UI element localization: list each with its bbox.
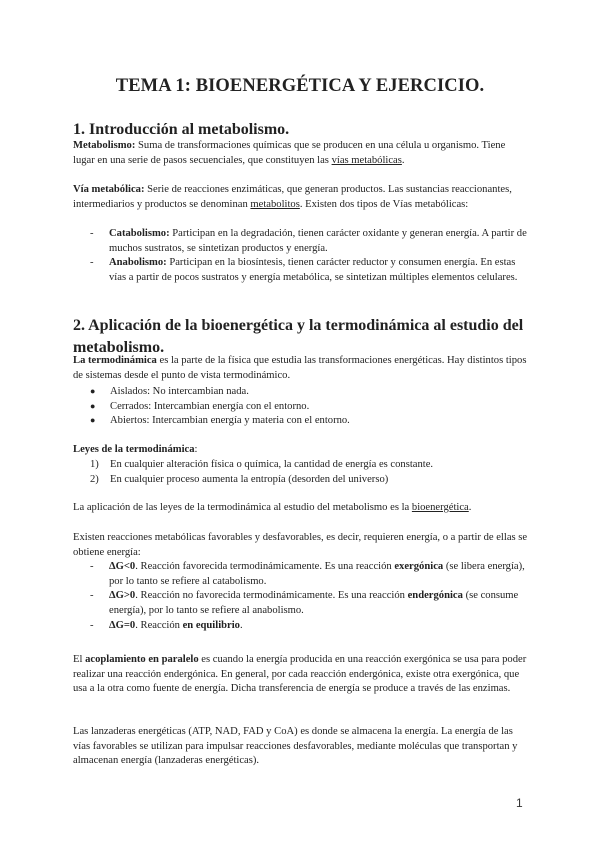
list-item: ● Abiertos: Intercambian energía y materia con el entorno. xyxy=(90,415,350,427)
leyes-term: Leyes de la termodinámica xyxy=(73,444,195,455)
vias-metabolicas-term: vías metabólicas xyxy=(331,154,402,166)
page-number: 1 xyxy=(516,796,523,810)
metabolismo-term: Metabolismo: xyxy=(73,140,136,151)
list-item: - Anabolismo: Participan en la biosíntesis, tienen carácter reductor y consumen energía. En estas vías a partir de pocos sustratos y energía metabólica, se sintetizan múltiples elementos celulares. xyxy=(90,257,518,284)
systems-list xyxy=(90,385,510,429)
list-item: ● Cerrados: Intercambian energía con el entorno. xyxy=(90,400,310,412)
bioenergetica-term: bioenergética xyxy=(411,502,469,513)
leyes-heading: Leyes de la termodinámica: xyxy=(73,444,198,455)
list-item: - ΔG=0. Reacción en equilibrio. xyxy=(90,619,243,631)
acoplamiento-term: acoplamiento en paralelo xyxy=(85,654,199,665)
acoplamiento-paragraph: El acoplamiento en paralelo es cuando la energía producida en una reacción exergónica se usa para poder realizar una reacción endergónica. En general, por cada reacción endergónica, existe otra exergónica, que usa a la otra como fuente de energía. Dicha transferencia de energía se produce a través de las enzimas. xyxy=(73,654,527,695)
list-item: - Catabolismo: Participan en la degradación, tienen carácter oxidante y generan energía. A partir de muchos sustratos, se sintetizan productos y energía. xyxy=(90,228,527,254)
metabolic-types-list xyxy=(88,227,528,286)
section-1-heading: 1. Introducción al metabolismo. xyxy=(73,121,290,138)
termodinamica-term: La termodinámica xyxy=(73,355,157,366)
via-metabolica-definition: Vía metabólica: Serie de reacciones enzimáticas, que generan productos. Las sustancias reaccionantes, intermediarios y productos se denominan metabolitos. Existen dos tipos de Vías metabólicas: xyxy=(73,184,512,210)
reactions-list xyxy=(88,560,528,634)
bioenergetica-paragraph: La aplicación de las leyes de la termodinámica al estudio del metabolismo es la bioenergética. xyxy=(73,502,472,513)
list-item: ● Aislados: No intercambian nada. xyxy=(90,386,249,397)
section-2-heading: 2. Aplicación de la bioenergética y la termodinámica al estudio del metabolismo. xyxy=(73,317,524,356)
laws-list xyxy=(90,458,520,487)
list-item: - ΔG>0. Reacción no favorecida termodinámicamente. Es una reacción endergónica (se consume energía), por lo tanto se refiere al anabolismo. xyxy=(90,590,519,617)
lanzaderas-paragraph: Las lanzaderas energéticas (ATP, NAD, FAD y CoA) es donde se almacena la energía. La energía de las vías favorables se utilizan para impulsar reacciones desfavorables, mediante moléculas que transportan y almacenan energía (lanzaderas energéticas). xyxy=(73,726,518,767)
reacciones-paragraph: Existen reacciones metabólicas favorables y desfavorables, es decir, requieren energía, o a partir de ellas se obtiene energía: xyxy=(73,532,528,558)
metabolismo-definition: Metabolismo: Suma de transformaciones químicas que se producen en una célula u organismo. Tiene lugar en una serie de pasos secuenciales, que constituyen las vías metabólicas. xyxy=(73,140,506,166)
metabolitos-term: metabolitos xyxy=(250,198,300,210)
termodinamica-definition: La termodinámica es la parte de la física que estudia las transformaciones energéticas. Hay distintos tipos de sistemas desde el punto de vista termodinámico. xyxy=(73,355,527,381)
page-title: TEMA 1: BIOENERGÉTICA Y EJERCICIO. xyxy=(115,76,485,96)
list-item: 2) En cualquier proceso aumenta la entropía (desorden del universo) xyxy=(90,473,389,485)
list-item: 1) En cualquier alteración física o química, la cantidad de energía es constante. xyxy=(90,459,434,470)
via-metabolica-term: Vía metabólica: xyxy=(73,184,145,195)
list-item: - ΔG<0. Reacción favorecida termodinámicamente. Es una reacción exergónica (se libera energía), por lo tanto se refiere al catabolismo. xyxy=(90,561,525,587)
